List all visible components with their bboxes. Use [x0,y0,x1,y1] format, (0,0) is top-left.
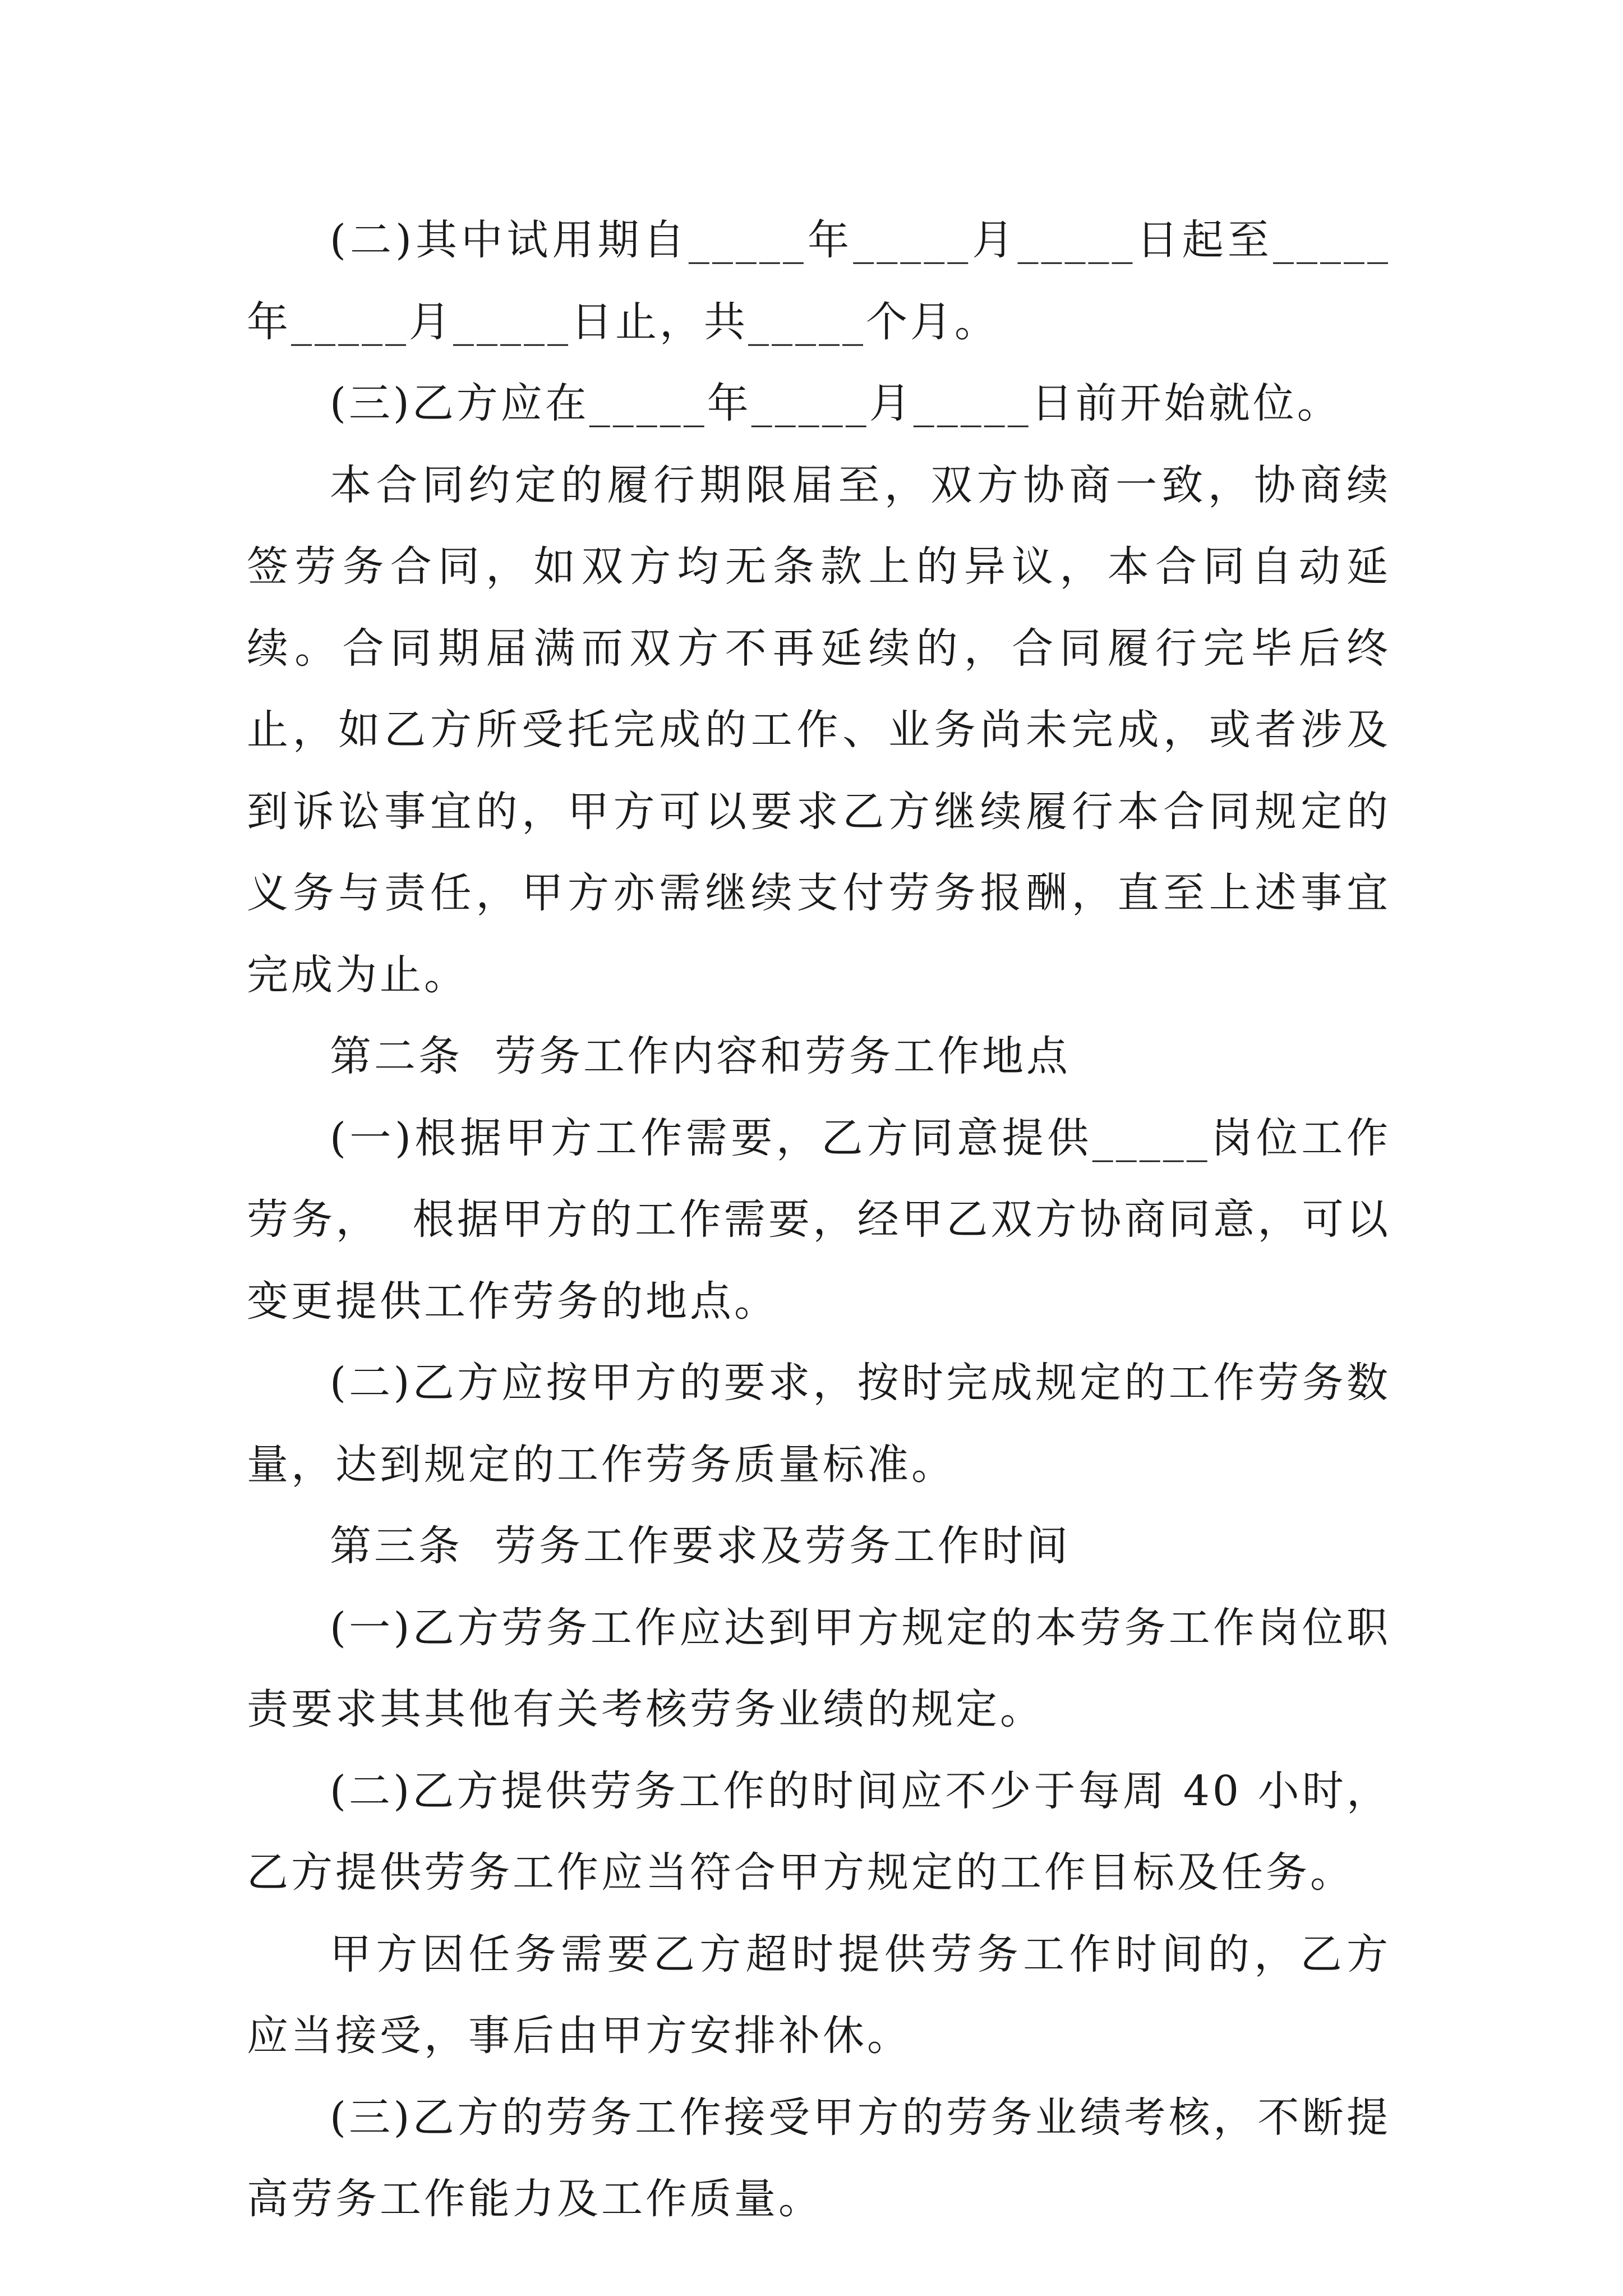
paragraph-contract-renewal: 本合同约定的履行期限届至，双方协商一致，协商续签劳务合同，如双方均无条款上的异议，本合同自动延续。合同期届满而双方不再延续的，合同履行完毕后终止，如乙方所受托完成的工作、业务尚未完成，或者涉及到诉讼事宜的，甲方可以要求乙方继续履行本合同规定的义务与责任，甲方亦需继续支付劳务报酬，直至上述事宜完成为止。 [247,461,1391,999]
paragraph-start-date: (三)乙方应在_____年_____月_____日前开始就位。 [330,379,1341,427]
article-3-heading: 第三条 劳务工作要求及劳务工作时间 [330,1522,1071,1570]
paragraph-work-hours: (二)乙方提供劳务工作的时间应不少于每周 40 小时，乙方提供劳务工作应当符合甲方规定的工作目标及任务。 [247,1766,1391,1897]
document-body [247,200,1391,2240]
paragraph-work-quantity: (二)乙方应按甲方的要求，按时完成规定的工作劳务数量，达到规定的工作劳务质量标准。 [247,1359,1391,1489]
paragraph-work-content: (一)根据甲方工作需要，乙方同意提供_____岗位工作劳务， 根据甲方的工作需要，经甲乙双方协商同意，可以变更提供工作劳务的地点。 [247,1114,1391,1326]
paragraph-overtime: 甲方因任务需要乙方超时提供劳务工作时间的，乙方应当接受，事后由甲方安排补休。 [247,1930,1391,2060]
paragraph-probation-period: (二)其中试用期自_____年_____月_____日起至_____年_____月_____日止，共_____个月。 [247,216,1391,346]
paragraph-work-requirements: (一)乙方劳务工作应达到甲方规定的本劳务工作岗位职责要求其其他有关考核劳务业绩的规定。 [247,1603,1391,1733]
article-2-heading: 第二条 劳务工作内容和劳务工作地点 [330,1032,1071,1080]
paragraph-performance-review: (三)乙方的劳务工作接受甲方的劳务业绩考核，不断提高劳务工作能力及工作质量。 [247,2093,1391,2223]
